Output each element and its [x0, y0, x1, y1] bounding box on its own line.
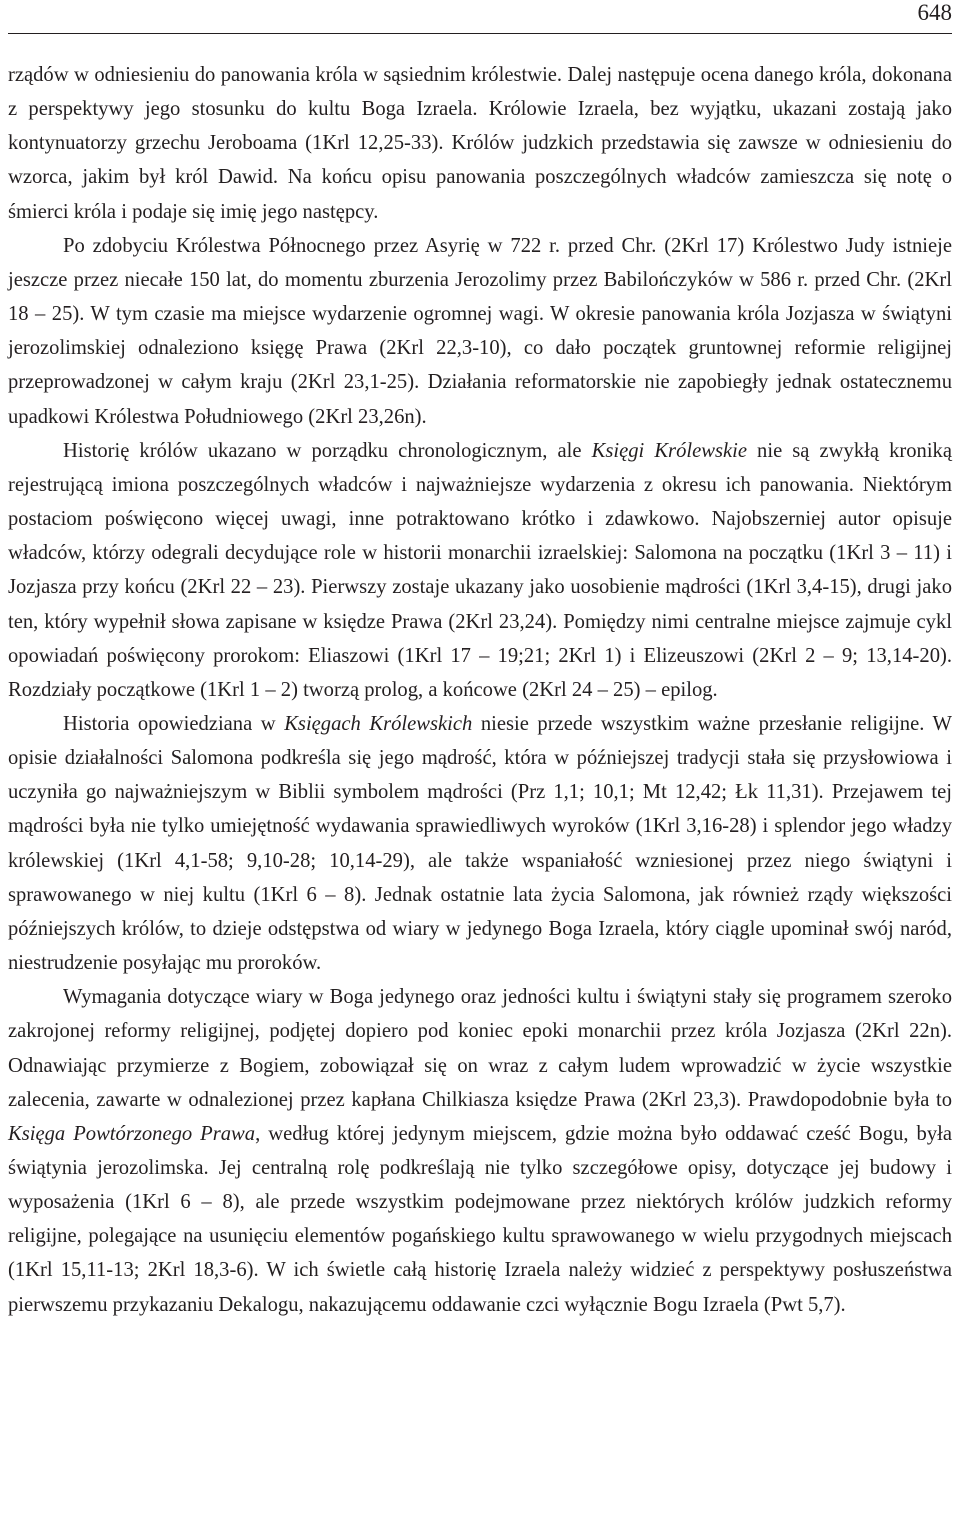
text-run: Historia opowiedziana w [63, 712, 285, 735]
paragraph [8, 707, 952, 980]
text-run: Wymagania dotyczące wiary w Boga jedynego oraz jedności kultu i świątyni stały się programem szeroko zakrojonej reformy religijnej, podjętej dopiero pod koniec epoki monarchii przez króla Jozjasza (2Krl 22n). Odnawiając przymierze z Bogiem, zobowiązał się on wraz z całym ludem wprowadzić w życie wszystkie zalecenia, zawarte w odnalezionej przez kapłana Chilkiasza księdze Prawa (2Krl 23,3). Prawdopodobnie była to [8, 986, 952, 1111]
text-run: nie są zwykłą kroniką rejestrującą imiona poszczególnych władców i najważniejsze wydarzenia z okresu ich panowania. Niektórym postaciom poświęcono więcej uwagi, inne potraktowano krótko i zdawkowo. Najobszerniej autor opisuje władców, którzy odegrali decydujące role w historii monarchii izraelskiej: Salomona na początku (1Krl 3 – 11) i Jozjasza przy końcu (2Krl 22 – 23). Pierwszy zostaje ukazany jako uosobienie mądrości (1Krl 3,4-15), drugi jako ten, który wypełnił słowa zapisane w księdze Prawa (2Krl 23,24). Pomiędzy nimi centralne miejsce zajmuje cykl opowiadań poświęcony prorokom: Eliaszowi (1Krl 17 – 19;21; 2Krl 1) i Elizeuszowi (2Krl 2 – 9; 13,14-20). Rozdziały początkowe (1Krl 1 – 2) tworzą prolog, a końcowe (2Krl 24 – 25) – epilog. [8, 439, 952, 701]
text-run: Historię królów ukazano w porządku chronologicznym, ale [63, 439, 592, 462]
page-number: 648 [917, 0, 952, 25]
paragraph [8, 980, 952, 1322]
header-rule [8, 33, 952, 34]
paragraph [8, 229, 952, 434]
text-run: niesie przede wszystkim ważne przesłanie religijne. W opisie działalności Salomona podkreśla się jego mądrość, która w późniejszej tradycji stała się przysłowiowa i uczyniła go najważniejszym w Biblii symbolem mądrości (Prz 1,1; 10,1; Mt 12,42; Łk 11,31). Przejawem tej mądrości była nie tylko umiejętność wydawania sprawiedliwych wyroków (1Krl 3,16-28) i splendor jego władzy królewskiej (1Krl 4,1-58; 9,10-28; 10,14-29), ale także wspaniałość wzniesionej przez niego świątyni i sprawowanego w niej kultu (1Krl 6 – 8). Jednak ostatnie lata życia Salomona, jak również rządy większości późniejszych królów, to dzieje odstępstwa od wiary w jedynego Boga Izraela, który ciągle upominał swój naród, niestrudzenie posyłając mu proroków. [8, 712, 952, 975]
paragraph [8, 434, 952, 707]
italic-title: Księgi Królewskie [591, 439, 747, 462]
text-run: , według której jedynym miejscem, gdzie można było oddawać cześć Bogu, była świątynia jerozolimska. Jej centralną rolę podkreślają nie tylko szczegółowe opisy, dotyczące jej budowy i wyposażenia (1Krl 6 – 8), ale przede wszystkim podejmowane przez niektórych królów judzkich reformy religijne, polegające na usunięciu elementów pogańskiego kultu sprawowanego w wielu przygodnych miejscach (1Krl 15,11-13; 2Krl 18,3-6). W ich świetle całą historię Izraela należy widzieć z perspektywy posłuszeństwa pierwszemu przykazaniu Dekalogu, nakazującemu oddawanie czci wyłącznie Bogu Izraela (Pwt 5,7). [8, 1122, 952, 1316]
text-run: Po zdobyciu Królestwa Północnego przez Asyrię w 722 r. przed Chr. (2Krl 17) Królestwo Judy istnieje jeszcze przez niecałe 150 lat, do momentu zburzenia Jerozolimy przez Babilończyków w 586 r. przed Chr. (2Krl 18 – 25). W tym czasie ma miejsce wydarzenie ogromnej wagi. W okresie panowania króla Jozjasza w świątyni jerozolimskiej odnaleziono księgę Prawa (2Krl 22,3-10), co dało początek gruntownej reformie religijnej przeprowadzonej w całym kraju (2Krl 23,1-25). Działania reformatorskie nie zapobiegły jednak ostatecznemu upadkowi Królestwa Południowego (2Krl 23,26n). [8, 234, 952, 428]
italic-title: Księga Powtórzonego Prawa [8, 1122, 256, 1145]
italic-title: Księgach Królewskich [284, 712, 473, 735]
body-text [8, 58, 952, 1322]
paragraph [8, 58, 952, 229]
text-run: rządów w odniesieniu do panowania króla w sąsiednim królestwie. Dalej następuje ocena danego króla, dokonana z perspektywy jego stosunku do kultu Boga Izraela. Królowie Izraela, bez wyjątku, ukazani zostają jako kontynuatorzy grzechu Jeroboama (1Krl 12,25-33). Królów judzkich przedstawia się zawsze w odniesieniu do wzorca, jakim był król Dawid. Na końcu opisu panowania poszczególnych władców zamieszcza się notę o śmierci króla i podaje się imię jego następcy. [8, 64, 952, 223]
